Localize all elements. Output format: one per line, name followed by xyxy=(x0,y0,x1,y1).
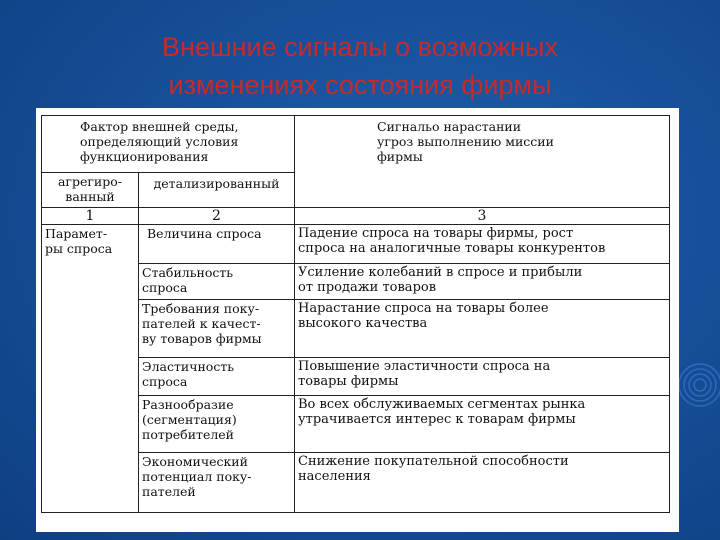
column-number-1: 1 xyxy=(42,208,139,225)
factor-header-line: Фактор внешней среды, xyxy=(80,119,239,134)
column-number-2: 2 xyxy=(139,208,295,225)
signal-header-line: Сигнальо нарастании xyxy=(377,119,522,134)
signal-line: Нарастание спроса на товары более xyxy=(298,301,549,316)
factor-cell xyxy=(139,453,295,513)
factor-line: спроса xyxy=(142,374,188,389)
column-number-3: 3 xyxy=(295,208,670,225)
signal-cell xyxy=(295,225,670,264)
signal-line: высокого качества xyxy=(298,316,428,331)
header-row xyxy=(42,116,670,173)
factor-line: ву товаров фирмы xyxy=(142,331,262,346)
slide-title-line-2: изменениях состояния фирмы xyxy=(168,70,552,100)
factor-line: Величина спроса xyxy=(147,226,262,241)
slide-title xyxy=(0,28,720,104)
slide-title-line-1: Внешние сигналы о возможных xyxy=(162,32,558,62)
signal-line: Снижение покупательной способности xyxy=(298,454,569,469)
factor-header-line: определяющий условия xyxy=(80,134,239,149)
factor-cell xyxy=(139,225,295,264)
factor-line: Разнообразие xyxy=(142,397,234,412)
factor-line: Эластичность xyxy=(142,359,235,374)
factor-line: Стабильность xyxy=(142,265,234,280)
factor-line: потенциал поку- xyxy=(142,469,252,484)
signal-line: спроса на аналогичные товары конкурентов xyxy=(298,241,606,256)
signal-header-line: угроз выполнению миссии xyxy=(377,134,554,149)
detailed-header xyxy=(139,173,295,208)
signal-cell xyxy=(295,358,670,396)
aggregated-header xyxy=(42,173,139,208)
factor-line: пателей xyxy=(142,484,196,499)
factor-cell xyxy=(139,300,295,358)
signal-line: Падение спроса на товары фирмы, рост xyxy=(298,226,574,241)
factor-cell xyxy=(139,396,295,453)
table-sheet xyxy=(36,108,679,532)
factor-cell xyxy=(139,358,295,396)
column-number-row xyxy=(42,208,670,225)
factor-line: Требования поку- xyxy=(142,301,260,316)
group-label-line: ры спроса xyxy=(45,241,113,256)
signals-table xyxy=(41,115,670,513)
factor-header-line: функционирования xyxy=(80,149,209,164)
factor-line: спроса xyxy=(142,280,188,295)
factor-line: Экономический xyxy=(142,454,248,469)
signal-cell xyxy=(295,264,670,300)
signal-line: от продажи товаров xyxy=(298,280,437,295)
signal-line: населения xyxy=(298,469,371,484)
signal-line: Повышение эластичности спроса на xyxy=(298,359,551,374)
factor-line: пателей к качест- xyxy=(142,316,261,331)
signal-cell xyxy=(295,396,670,453)
aggregated-header-line: ванный xyxy=(65,189,115,204)
signal-line: утрачивается интерес к товарам фирмы xyxy=(298,412,576,427)
table-row xyxy=(42,225,670,264)
signal-line: товары фирмы xyxy=(298,374,399,389)
signal-line: Усиление колебаний в спросе и прибыли xyxy=(298,265,583,280)
factor-line: (сегментация) xyxy=(142,412,237,427)
detailed-header-label: детализированный xyxy=(153,176,280,191)
signal-cell xyxy=(295,300,670,358)
signal-line: Во всех обслуживаемых сегментах рынка xyxy=(298,397,586,412)
factor-line: потребителей xyxy=(142,427,235,442)
demand-parameters-group xyxy=(42,225,139,513)
signal-header xyxy=(295,116,670,208)
factor-header xyxy=(42,116,295,173)
factor-cell xyxy=(139,264,295,300)
signal-cell xyxy=(295,453,670,513)
signal-header-line: фирмы xyxy=(377,149,423,164)
aggregated-header-line: агрегиро- xyxy=(57,174,123,189)
group-label-line: Парамет- xyxy=(45,226,108,241)
